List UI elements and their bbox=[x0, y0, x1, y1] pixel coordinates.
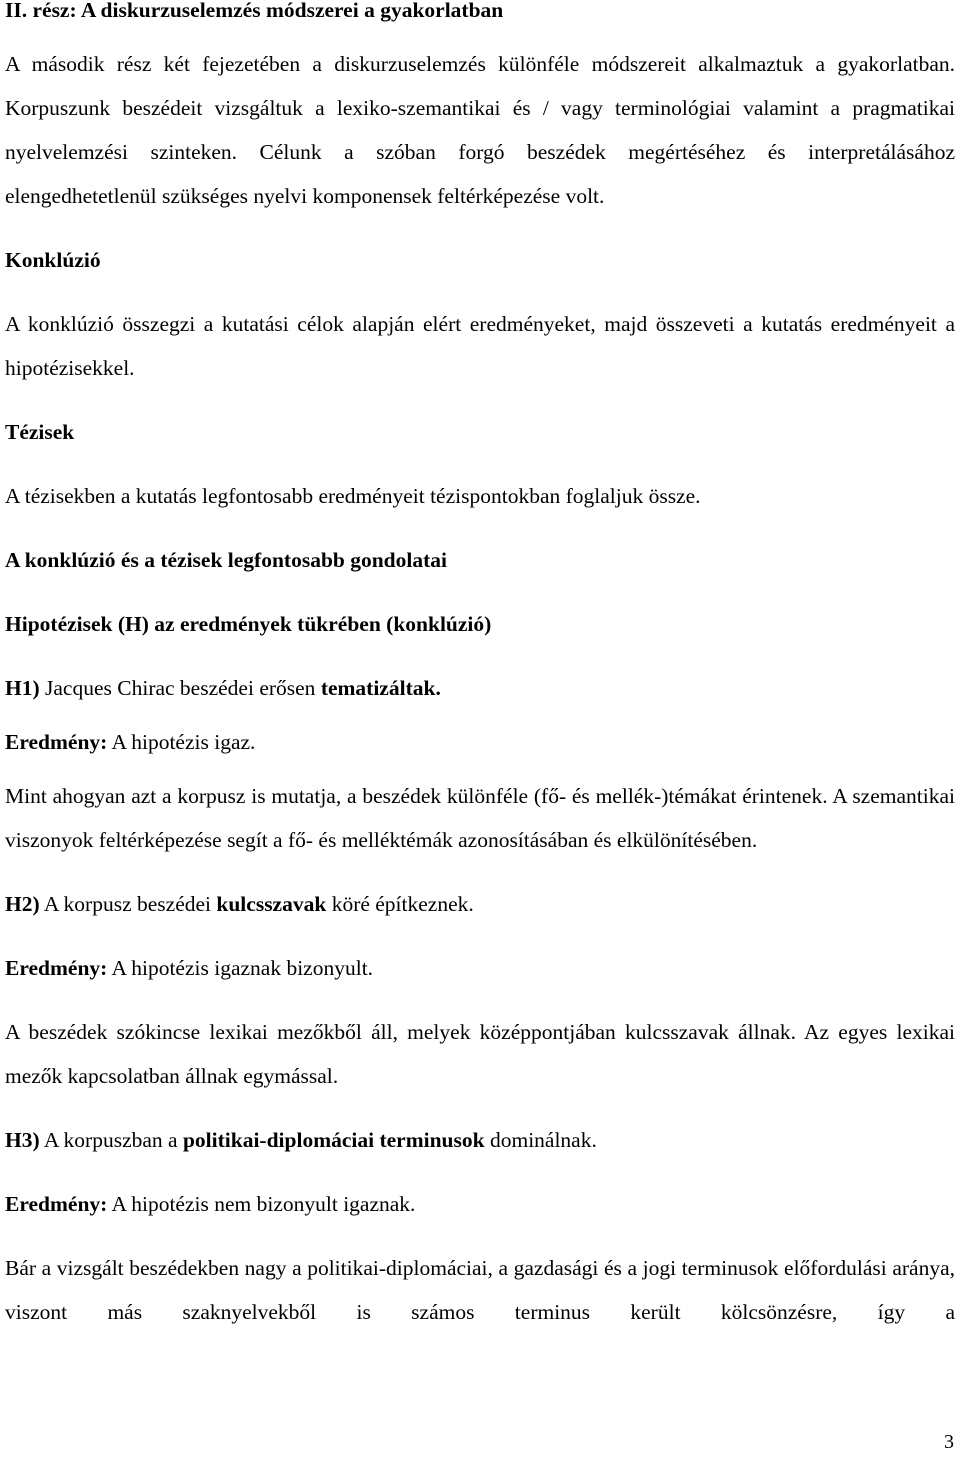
hypothesis-h1 bbox=[5, 666, 955, 710]
h1-explanation: Mint ahogyan azt a korpusz is mutatja, a beszédek különféle (fő- és mellék-)témákat érintenek. A szemantikai viszonyok feltérképezése segít a fő- és melléktémák azonosításában és elkülönítésében. bbox=[5, 784, 955, 852]
h2-result-label: Eredmény: bbox=[5, 956, 108, 980]
konkluzio-heading: Konklúzió bbox=[5, 248, 101, 272]
tezisek-heading: Tézisek bbox=[5, 420, 75, 444]
h1-bold-end: tematizáltak. bbox=[320, 676, 441, 700]
h1-result-label: Eredmény: bbox=[5, 730, 108, 754]
konkluzio-text: A konklúzió összegzi a kutatási célok alapján elért eredményeket, majd összeveti a kutatás eredményeit a hipotézisekkel. bbox=[5, 312, 955, 380]
h1-label: H1) bbox=[5, 676, 40, 700]
section-title: II. rész: A diskurzuselemzés módszerei a gyakorlatban bbox=[5, 0, 504, 22]
tezisek-text: A tézisekben a kutatás legfontosabb eredményeit tézispontokban foglaljuk össze. bbox=[5, 484, 701, 508]
h2-explanation: A beszédek szókincse lexikai mezőkből áll, melyek középpontjában kulcsszavak állnak. Az egyes lexikai mezők kapcsolatban állnak egymással. bbox=[5, 1020, 955, 1088]
h1-result bbox=[5, 720, 955, 764]
h3-result bbox=[5, 1182, 955, 1226]
intro-paragraph: A második rész két fejezetében a diskurzuselemzés különféle módszereit alkalmaztuk a gyakorlatban. Korpuszunk beszédeit vizsgáltuk a lexiko-szemantikai és / vagy terminológiai valamint a pragmatikai nyelvelemzési szinteken. Célunk a szóban forgó beszédek megértéséhez és interpretálásához elengedhetetlenül szükséges nyelvi komponensek feltérképezése volt. bbox=[5, 52, 955, 208]
h3-text-end: dominálnak. bbox=[484, 1128, 597, 1152]
h3-result-label: Eredmény: bbox=[5, 1192, 108, 1216]
h2-text: A korpusz beszédei bbox=[39, 892, 217, 916]
hypothesis-h2 bbox=[5, 882, 955, 926]
hypothesis-h3 bbox=[5, 1118, 955, 1162]
h3-result-text: A hipotézis nem bizonyult igaznak. bbox=[107, 1192, 416, 1216]
h2-result-text: A hipotézis igaznak bizonyult. bbox=[107, 956, 374, 980]
h2-result bbox=[5, 946, 955, 990]
sub-heading: Hipotézisek (H) az eredmények tükrében (konklúzió) bbox=[5, 612, 492, 636]
h3-bold-mid: politikai-diplomáciai terminusok bbox=[182, 1128, 485, 1152]
h2-label: H2) bbox=[5, 892, 40, 916]
h3-explanation: Bár a vizsgált beszédekben nagy a politikai-diplomáciai, a gazdasági és a jogi terminusok előfordulási aránya, viszont más szaknyelvekből is számos terminus került kölcsönzésre, így a bbox=[5, 1256, 955, 1324]
h3-text: A korpuszban a bbox=[39, 1128, 183, 1152]
h3-label: H3) bbox=[5, 1128, 40, 1152]
h1-result-text: A hipotézis igaz. bbox=[107, 730, 256, 754]
main-heading: A konklúzió és a tézisek legfontosabb gondolatai bbox=[5, 548, 447, 572]
h2-bold-mid: kulcsszavak bbox=[216, 892, 327, 916]
h2-text-end: köré építkeznek. bbox=[326, 892, 474, 916]
document-page bbox=[5, 0, 955, 1334]
h1-text: Jacques Chirac beszédei erősen bbox=[39, 676, 321, 700]
page-number: 3 bbox=[944, 1431, 954, 1453]
